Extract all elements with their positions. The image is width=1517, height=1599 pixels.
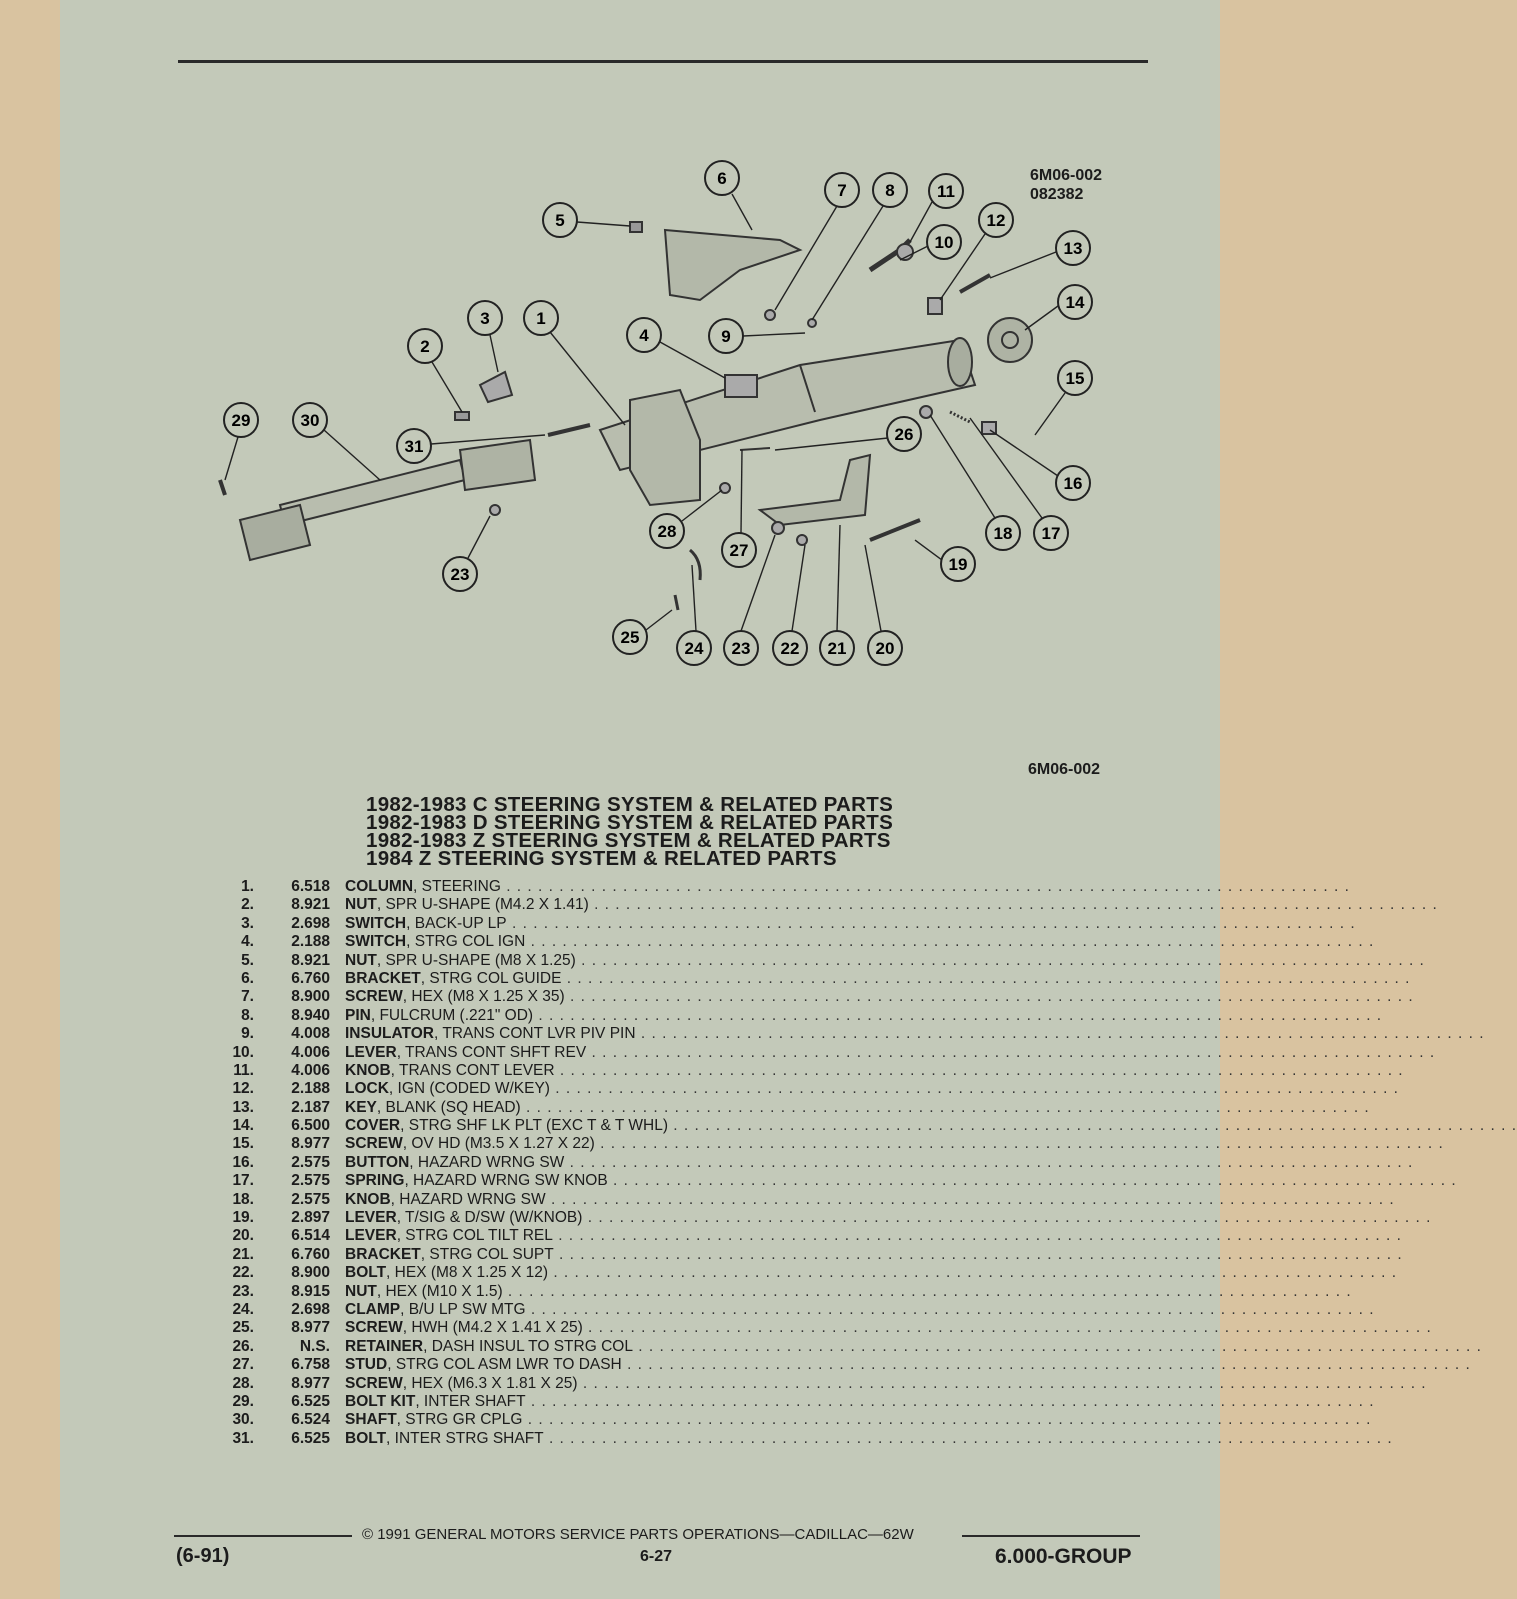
part-name: BRACKET — [345, 1245, 421, 1263]
leader-dots: . . . . . . . . . . . . . . . . . . . . . . . . . . . . . . . . . . . . . . . . . . . . . . . . . . . . . . . . . . . . . . . . . . . . . . . . . . . . . . . . — [525, 933, 1375, 951]
parts-list-row — [220, 933, 1375, 951]
callout-label: 21 — [827, 639, 847, 658]
callout-8 — [873, 173, 907, 207]
callout-27 — [722, 533, 756, 567]
group-number: 2.188 — [291, 933, 330, 951]
part-detail: , TRANS CONT SHFT REV — [396, 1043, 587, 1061]
part-description — [345, 988, 1414, 1006]
callout-9 — [709, 319, 743, 353]
part-number: 14. — [232, 1117, 254, 1135]
parts-list-row — [220, 1025, 1485, 1043]
callout-21 — [820, 631, 854, 665]
parts-list-row — [220, 1429, 1393, 1448]
callout-label: 1 — [536, 309, 546, 328]
leader-dots: . . . . . . . . . . . . . . . . . . . . . . . . . . . . . . . . . . . . . . . . . . . . . . . . . . . . . . . . . . . . . . . . . . . . . . . . . . . . . . . . — [548, 1264, 1398, 1282]
callout-24 — [677, 631, 711, 665]
callout-17 — [1034, 516, 1068, 550]
part-detail: , HWH (M4.2 X 1.41 X 25) — [402, 1319, 583, 1337]
part-number: 22. — [232, 1264, 254, 1282]
group-number: 4.006 — [291, 1061, 330, 1079]
leader-dots: . . . . . . . . . . . . . . . . . . . . . . . . . . . . . . . . . . . . . . . . . . . . . . . . . . . . . . . . . . . . . . . . . . . . . . . . . . . . . . . . — [635, 1025, 1485, 1043]
parts-list-row — [220, 1209, 1432, 1227]
part-number: 10. — [232, 1043, 254, 1061]
leader-dots: . . . . . . . . . . . . . . . . . . . . . . . . . . . . . . . . . . . . . . . . . . . . . . . . . . . . . . . . . . . . . . . . . . . . . . . . . . . . . . . . — [575, 951, 1425, 969]
callout-label: 16 — [1063, 474, 1083, 493]
part-name: LEVER — [345, 1043, 397, 1061]
callout-label: 24 — [684, 639, 704, 658]
group-number: 6.518 — [291, 878, 330, 895]
group-number: 8.900 — [291, 988, 330, 1006]
part-description — [345, 1392, 1375, 1411]
callout-14 — [1058, 285, 1092, 319]
part-number: 18. — [232, 1190, 254, 1208]
group-number: 8.977 — [291, 1319, 330, 1337]
callout-label: 3 — [480, 309, 490, 328]
callout-label: 22 — [780, 639, 800, 658]
parts-list-row — [220, 1282, 1352, 1301]
part-description — [345, 1043, 1436, 1062]
footer-page-number: 6-27 — [640, 1548, 673, 1565]
callout-label: 6 — [717, 169, 727, 188]
part-detail: , STRG COL IGN — [406, 933, 526, 951]
parts-list-row — [220, 1190, 1395, 1209]
section-title: 1982-1983 D STEERING SYSTEM & RELATED PARTS — [366, 811, 894, 834]
part-name: SCREW — [345, 1374, 403, 1392]
part-name: NUT — [345, 951, 377, 969]
part-name: COVER — [345, 1117, 401, 1135]
footer-copyright: © 1991 GENERAL MOTORS SERVICE PARTS OPERATIONS—CADILLAC—62W — [362, 1526, 914, 1543]
section-title: 1982-1983 Z STEERING SYSTEM & RELATED PARTS — [366, 829, 891, 852]
group-number: 2.188 — [291, 1080, 330, 1098]
group-number: 6.758 — [291, 1356, 330, 1374]
callout-label: 12 — [986, 211, 1006, 230]
parts-list-row — [220, 1006, 1383, 1025]
part-name: KNOB — [345, 1190, 391, 1208]
exploded-view-diagram — [200, 150, 1140, 700]
parts-list-row — [220, 1411, 1372, 1429]
section-titles — [366, 793, 894, 870]
part-detail: , STRG COL SUPT — [420, 1245, 554, 1263]
parts-list-row — [220, 1135, 1444, 1153]
part-description — [345, 1172, 1457, 1190]
leader-dots: . . . . . . . . . . . . . . . . . . . . . . . . . . . . . . . . . . . . . . . . . . . . . . . . . . . . . . . . . . . . . . . . . . . . . . . . . . . . . . . . — [582, 1319, 1432, 1337]
callout-label: 19 — [948, 555, 968, 574]
section-title: 1984 Z STEERING SYSTEM & RELATED PARTS — [366, 847, 837, 870]
parts-list-row — [220, 1374, 1427, 1393]
part-number: 7. — [241, 988, 254, 1006]
part-number: 16. — [232, 1153, 254, 1171]
leader-dots: . . . . . . . . . . . . . . . . . . . . . . . . . . . . . . . . . . . . . . . . . . . . . . . . . . . . . . . . . . . . . . . . . . . . . . . . . . . . . . . . — [520, 1098, 1370, 1116]
callout-label: 31 — [404, 437, 424, 456]
part-name: LEVER — [345, 1227, 397, 1245]
callout-label: 20 — [875, 639, 895, 658]
callout-label: 27 — [729, 541, 749, 560]
part-description — [345, 1209, 1432, 1227]
callout-label: 17 — [1041, 524, 1061, 543]
callout-label: 13 — [1063, 239, 1083, 258]
part-description — [345, 1080, 1399, 1098]
parts-artwork — [220, 222, 1032, 610]
part-name: BRACKET — [345, 969, 421, 987]
top-rule — [178, 60, 1148, 63]
part-number: 21. — [232, 1245, 254, 1263]
callout-26 — [887, 417, 921, 451]
leader-dots: . . . . . . . . . . . . . . . . . . . . . . . . . . . . . . . . . . . . . . . . . . . . . . . . . . . . . . . . . . . . . . . . . . . . . . . . . . . . . . . . — [522, 1411, 1372, 1429]
group-number: 2.897 — [291, 1209, 330, 1227]
callout-label: 26 — [894, 425, 914, 444]
callout-label: 7 — [837, 181, 847, 200]
callout-29 — [224, 403, 258, 437]
part-description — [345, 951, 1425, 970]
callout-label: 23 — [450, 565, 470, 584]
group-number: 8.977 — [291, 1374, 330, 1392]
group-number: 6.760 — [291, 969, 330, 987]
group-number: 2.698 — [291, 914, 330, 932]
part-detail: , HEX (M6.3 X 1.81 X 25) — [402, 1374, 578, 1392]
part-description — [345, 1025, 1485, 1043]
parts-list-row — [220, 1080, 1399, 1098]
parts-list-row — [220, 1300, 1375, 1319]
part-detail: , DASH INSUL TO STRG COL — [423, 1337, 633, 1355]
part-number: 13. — [232, 1098, 254, 1116]
part-description — [345, 1282, 1352, 1301]
leader-dots: . . . . . . . . . . . . . . . . . . . . . . . . . . . . . . . . . . . . . . . . . . . . . . . . . . . . . . . . . . . . . . . . . . . . . . . . . . . . . . . . — [525, 1300, 1375, 1318]
part-number: 9. — [241, 1025, 254, 1043]
illustration-code-text: 6M06-002 — [1030, 167, 1103, 184]
leader-dots: . . . . . . . . . . . . . . . . . . . . . . . . . . . . . . . . . . . . . . . . . . . . . . . . . . . . . . . . . . . . . . . . . . . . . . . . . . . . . . . . — [502, 1282, 1352, 1300]
part-number: 19. — [232, 1209, 254, 1227]
part-number: 17. — [232, 1172, 254, 1190]
leader-dots: . . . . . . . . . . . . . . . . . . . . . . . . . . . . . . . . . . . . . . . . . . . . . . . . . . . . . . . . . . . . . . . . . . . . . . . . . . . . . . . . — [500, 878, 1350, 895]
part-name: NUT — [345, 896, 377, 914]
part-number: 29. — [232, 1392, 254, 1410]
part-detail: , HAZARD WRNG SW KNOB — [404, 1172, 608, 1190]
callout-label: 30 — [300, 411, 320, 430]
leader-dots: . . . . . . . . . . . . . . . . . . . . . . . . . . . . . . . . . . . . . . . . . . . . . . . . . . . . . . . . . . . . . . . . . . . . . . . . . . . . . . . . — [545, 1190, 1395, 1208]
part-name: SWITCH — [345, 914, 407, 932]
part-description — [345, 896, 1438, 914]
group-number: 6.524 — [291, 1411, 330, 1429]
group-number: 6.500 — [291, 1117, 330, 1135]
parts-list-row — [220, 1337, 1482, 1356]
part-name: SCREW — [345, 1319, 403, 1337]
callout-label: 25 — [620, 628, 640, 647]
parts-list-row — [220, 1172, 1457, 1190]
parts-list-row — [220, 1061, 1404, 1080]
part-detail: , OV HD (M3.5 X 1.27 X 22) — [402, 1135, 595, 1153]
part-name: BOLT — [345, 1429, 387, 1447]
parts-list-row — [220, 878, 1350, 896]
leader-dots: . . . . . . . . . . . . . . . . . . . . . . . . . . . . . . . . . . . . . . . . . . . . . . . . . . . . . . . . . . . . . . . . . . . . . . . . . . . . . . . . — [549, 1080, 1399, 1098]
callout-label: 28 — [657, 522, 677, 541]
parts-list-row — [220, 951, 1425, 970]
part-detail: , STEERING — [413, 878, 501, 895]
part-name: RETAINER — [345, 1337, 424, 1355]
part-name: BOLT — [345, 1264, 387, 1282]
callout-11 — [929, 174, 963, 208]
part-description — [345, 1117, 1517, 1135]
part-detail: , STRG COL GUIDE — [420, 969, 562, 987]
part-description — [345, 1153, 1414, 1172]
part-number: 27. — [232, 1356, 254, 1374]
part-description — [345, 1006, 1383, 1025]
callout-30 — [293, 403, 327, 437]
part-description — [345, 1337, 1482, 1356]
part-detail: , HEX (M8 X 1.25 X 35) — [402, 988, 565, 1006]
part-name: SCREW — [345, 1135, 403, 1153]
leader-dots: . . . . . . . . . . . . . . . . . . . . . . . . . . . . . . . . . . . . . . . . . . . . . . . . . . . . . . . . . . . . . . . . . . . . . . . . . . . . . . . . — [582, 1209, 1432, 1227]
leader-dots: . . . . . . . . . . . . . . . . . . . . . . . . . . . . . . . . . . . . . . . . . . . . . . . . . . . . . . . . . . . . . . . . . . . . . . . . . . . . . . . . — [632, 1337, 1482, 1355]
part-description — [345, 878, 1350, 896]
part-description — [345, 1190, 1395, 1209]
leader-dots: . . . . . . . . . . . . . . . . . . . . . . . . . . . . . . . . . . . . . . . . . . . . . . . . . . . . . . . . . . . . . . . . . . . . . . . . . . . . . . . . — [594, 1135, 1444, 1153]
part-number: 31. — [232, 1429, 254, 1447]
part-description — [345, 1300, 1375, 1319]
part-number: 8. — [241, 1006, 254, 1024]
section-code: 6M06-002 — [1028, 761, 1101, 778]
callout-7 — [825, 173, 859, 207]
parts-list-row — [220, 1245, 1403, 1264]
part-name: COLUMN — [345, 878, 414, 895]
part-number: 24. — [232, 1300, 254, 1318]
callout-23-upper — [443, 557, 477, 591]
part-number: 3. — [241, 914, 254, 932]
part-name: CLAMP — [345, 1300, 401, 1318]
leader-dots: . . . . . . . . . . . . . . . . . . . . . . . . . . . . . . . . . . . . . . . . . . . . . . . . . . . . . . . . . . . . . . . . . . . . . . . . . . . . . . . . — [525, 1392, 1375, 1410]
callout-23-lower — [724, 631, 758, 665]
leader-dots: . . . . . . . . . . . . . . . . . . . . . . . . . . . . . . . . . . . . . . . . . . . . . . . . . . . . . . . . . . . . . . . . . . . . . . . . . . . . . . . . — [543, 1429, 1393, 1447]
parts-list-row — [220, 1264, 1398, 1282]
callout-6 — [705, 161, 739, 195]
part-detail: , STRG COL ASM LWR TO DASH — [387, 1356, 622, 1374]
group-number: 6.525 — [291, 1392, 330, 1410]
callout-15 — [1058, 361, 1092, 395]
parts-list-row — [220, 896, 1438, 914]
callout-label: 11 — [937, 182, 955, 201]
callout-18 — [986, 516, 1020, 550]
part-detail: , BACK-UP LP — [406, 914, 507, 932]
part-number: 28. — [232, 1374, 254, 1392]
leader-dots: . . . . . . . . . . . . . . . . . . . . . . . . . . . . . . . . . . . . . . . . . . . . . . . . . . . . . . . . . . . . . . . . . . . . . . . . . . . . . . . . — [586, 1043, 1436, 1061]
group-number: 6.525 — [291, 1429, 330, 1447]
part-detail: , STRG GR CPLG — [396, 1411, 523, 1429]
callout-label: 4 — [639, 326, 649, 345]
parts-list — [220, 878, 1517, 1448]
footer-group: 6.000-GROUP — [995, 1545, 1132, 1568]
group-number: N.S. — [299, 1337, 330, 1355]
group-number: 4.006 — [291, 1043, 330, 1061]
group-number: 6.514 — [291, 1227, 330, 1245]
part-description — [345, 1245, 1403, 1264]
part-detail: , T/SIG & D/SW (W/KNOB) — [396, 1209, 583, 1227]
leader-dots: . . . . . . . . . . . . . . . . . . . . . . . . . . . . . . . . . . . . . . . . . . . . . . . . . . . . . . . . . . . . . . . . . . . . . . . . . . . . . . . . — [564, 1153, 1414, 1171]
group-number: 4.008 — [291, 1025, 330, 1043]
part-name: LEVER — [345, 1209, 397, 1227]
part-detail: , BLANK (SQ HEAD) — [376, 1098, 521, 1116]
parts-list-row — [220, 1319, 1432, 1337]
footer-rule-left — [174, 1535, 352, 1537]
part-detail: , HEX (M10 X 1.5) — [376, 1282, 503, 1300]
part-name: SPRING — [345, 1172, 405, 1190]
part-detail: , IGN (CODED W/KEY) — [388, 1080, 550, 1098]
part-detail: , TRANS CONT LVR PIV PIN — [433, 1025, 636, 1043]
group-number: 2.698 — [291, 1300, 330, 1318]
part-number: 15. — [232, 1135, 254, 1153]
part-detail: , SPR U-SHAPE (M8 X 1.25) — [376, 951, 576, 969]
group-number: 2.575 — [291, 1190, 330, 1208]
callout-label: 10 — [934, 233, 954, 252]
part-description — [345, 914, 1356, 933]
part-number: 23. — [232, 1282, 254, 1300]
callout-28 — [650, 514, 684, 548]
callout-12 — [979, 203, 1013, 237]
group-number: 2.575 — [291, 1172, 330, 1190]
part-name: INSULATOR — [345, 1025, 434, 1043]
callout-label: 18 — [993, 524, 1013, 543]
part-description — [345, 1135, 1444, 1153]
part-detail: , B/U LP SW MTG — [400, 1300, 526, 1318]
leader-dots: . . . . . . . . . . . . . . . . . . . . . . . . . . . . . . . . . . . . . . . . . . . . . . . . . . . . . . . . . . . . . . . . . . . . . . . . . . . . . . . . — [564, 988, 1414, 1006]
callout-2 — [408, 329, 442, 363]
parts-list-row — [220, 1098, 1370, 1117]
leader-dots: . . . . . . . . . . . . . . . . . . . . . . . . . . . . . . . . . . . . . . . . . . . . . . . . . . . . . . . . . . . . . . . . . . . . . . . . . . . . . . . . — [607, 1172, 1457, 1190]
part-description — [345, 1356, 1471, 1374]
part-description — [345, 1098, 1370, 1117]
part-number: 6. — [241, 969, 254, 987]
part-name: SCREW — [345, 988, 403, 1006]
part-number: 30. — [232, 1411, 254, 1429]
part-number: 26. — [232, 1337, 254, 1355]
callout-22 — [773, 631, 807, 665]
part-name: LOCK — [345, 1080, 389, 1098]
part-detail: , INTER SHAFT — [415, 1392, 526, 1410]
callout-16 — [1056, 466, 1090, 500]
part-number: 2. — [241, 896, 254, 914]
part-name: KNOB — [345, 1061, 391, 1079]
group-number: 8.915 — [291, 1282, 330, 1300]
part-number: 11. — [233, 1061, 254, 1079]
group-number: 6.760 — [291, 1245, 330, 1263]
part-name: SHAFT — [345, 1411, 397, 1429]
part-description — [345, 1411, 1372, 1429]
parts-list-row — [220, 988, 1414, 1006]
leader-dots: . . . . . . . . . . . . . . . . . . . . . . . . . . . . . . . . . . . . . . . . . . . . . . . . . . . . . . . . . . . . . . . . . . . . . . . . . . . . . . . . — [621, 1356, 1471, 1374]
part-number: 20. — [232, 1227, 254, 1245]
leader-dots: . . . . . . . . . . . . . . . . . . . . . . . . . . . . . . . . . . . . . . . . . . . . . . . . . . . . . . . . . . . . . . . . . . . . . . . . . . . . . . . . — [554, 1061, 1404, 1079]
callout-label: 2 — [420, 337, 430, 356]
leader-dots: . . . . . . . . . . . . . . . . . . . . . . . . . . . . . . . . . . . . . . . . . . . . . . . . . . . . . . . . . . . . . . . . . . . . . . . . . . . . . . . . — [552, 1227, 1402, 1245]
part-name: PIN — [345, 1006, 371, 1024]
part-description — [345, 1061, 1404, 1080]
callout-label: 8 — [885, 181, 895, 200]
part-number: 4. — [241, 933, 254, 951]
footer-revision: (6-91) — [176, 1545, 230, 1567]
leader-dots: . . . . . . . . . . . . . . . . . . . . . . . . . . . . . . . . . . . . . . . . . . . . . . . . . . . . . . . . . . . . . . . . . . . . . . . . . . . . . . . . — [668, 1117, 1517, 1135]
part-number: 25. — [232, 1319, 254, 1337]
parts-list-row — [220, 1227, 1402, 1245]
part-detail: , HAZARD WRNG SW — [390, 1190, 546, 1208]
part-detail: , STRG SHF LK PLT (EXC T & T WHL) — [400, 1117, 668, 1135]
group-number: 8.940 — [291, 1006, 330, 1024]
part-description — [345, 1319, 1432, 1337]
callout-label: 15 — [1065, 369, 1085, 388]
footer-rule-right — [962, 1535, 1140, 1537]
part-detail: , HEX (M8 X 1.25 X 12) — [386, 1264, 549, 1282]
parts-list-row — [220, 969, 1411, 988]
group-number: 2.575 — [291, 1153, 330, 1171]
part-name: BOLT KIT — [345, 1392, 416, 1410]
leader-dots: . . . . . . . . . . . . . . . . . . . . . . . . . . . . . . . . . . . . . . . . . . . . . . . . . . . . . . . . . . . . . . . . . . . . . . . . . . . . . . . . — [561, 969, 1411, 987]
callout-19 — [941, 547, 975, 581]
part-detail: , INTER STRG SHAFT — [386, 1429, 544, 1447]
group-number: 8.921 — [291, 951, 330, 969]
part-number: 1. — [241, 878, 254, 895]
part-name: NUT — [345, 1282, 377, 1300]
parts-list-row — [220, 1153, 1414, 1172]
part-detail: , SPR U-SHAPE (M4.2 X 1.41) — [376, 896, 589, 914]
part-name: KEY — [345, 1098, 377, 1116]
callout-5 — [543, 203, 577, 237]
parts-list-row — [220, 1117, 1517, 1135]
part-description — [345, 1374, 1427, 1393]
part-description — [345, 1264, 1398, 1282]
callout-25 — [613, 620, 647, 654]
part-description — [345, 1227, 1402, 1245]
callout-label: 5 — [555, 211, 565, 230]
section-title: 1982-1983 C STEERING SYSTEM & RELATED PARTS — [366, 793, 894, 816]
parts-list-row — [220, 1356, 1471, 1374]
callout-4 — [627, 318, 661, 352]
callout-label: 23 — [731, 639, 751, 658]
part-description — [345, 933, 1375, 951]
leader-dots: . . . . . . . . . . . . . . . . . . . . . . . . . . . . . . . . . . . . . . . . . . . . . . . . . . . . . . . . . . . . . . . . . . . . . . . . . . . . . . . . — [506, 914, 1356, 932]
part-number: 5. — [241, 951, 254, 969]
part-number: 12. — [232, 1080, 254, 1098]
callout-13 — [1056, 231, 1090, 265]
callout-10 — [927, 225, 961, 259]
part-detail: , HAZARD WRNG SW — [409, 1153, 565, 1171]
part-description — [345, 1429, 1393, 1448]
callout-20 — [868, 631, 902, 665]
illustration-date-code: 082382 — [1030, 186, 1084, 203]
leader-dots: . . . . . . . . . . . . . . . . . . . . . . . . . . . . . . . . . . . . . . . . . . . . . . . . . . . . . . . . . . . . . . . . . . . . . . . . . . . . . . . . — [553, 1245, 1403, 1263]
parts-list-row — [220, 1043, 1436, 1062]
part-description — [345, 969, 1411, 988]
callout-3 — [468, 301, 502, 335]
callout-label: 29 — [231, 411, 251, 430]
callout-1 — [524, 301, 558, 335]
leader-dots: . . . . . . . . . . . . . . . . . . . . . . . . . . . . . . . . . . . . . . . . . . . . . . . . . . . . . . . . . . . . . . . . . . . . . . . . . . . . . . . . — [533, 1006, 1383, 1024]
leader-dots: . . . . . . . . . . . . . . . . . . . . . . . . . . . . . . . . . . . . . . . . . . . . . . . . . . . . . . . . . . . . . . . . . . . . . . . . . . . . . . . . — [577, 1374, 1427, 1392]
callout-label: 14 — [1065, 293, 1085, 312]
callout-label: 9 — [721, 327, 731, 346]
group-number: 8.921 — [291, 896, 330, 914]
parts-list-row — [220, 914, 1356, 933]
part-detail: , STRG COL TILT REL — [396, 1227, 553, 1245]
part-detail: , TRANS CONT LEVER — [390, 1061, 555, 1079]
callout-31 — [397, 429, 431, 463]
part-name: BUTTON — [345, 1153, 410, 1171]
part-name: SWITCH — [345, 933, 407, 951]
parts-list-row — [220, 1392, 1375, 1411]
group-number: 8.977 — [291, 1135, 330, 1153]
group-number: 2.187 — [291, 1098, 330, 1116]
part-name: STUD — [345, 1356, 388, 1374]
part-detail: , FULCRUM (.221" OD) — [370, 1006, 534, 1024]
leader-dots: . . . . . . . . . . . . . . . . . . . . . . . . . . . . . . . . . . . . . . . . . . . . . . . . . . . . . . . . . . . . . . . . . . . . . . . . . . . . . . . . — [588, 896, 1438, 914]
group-number: 8.900 — [291, 1264, 330, 1282]
